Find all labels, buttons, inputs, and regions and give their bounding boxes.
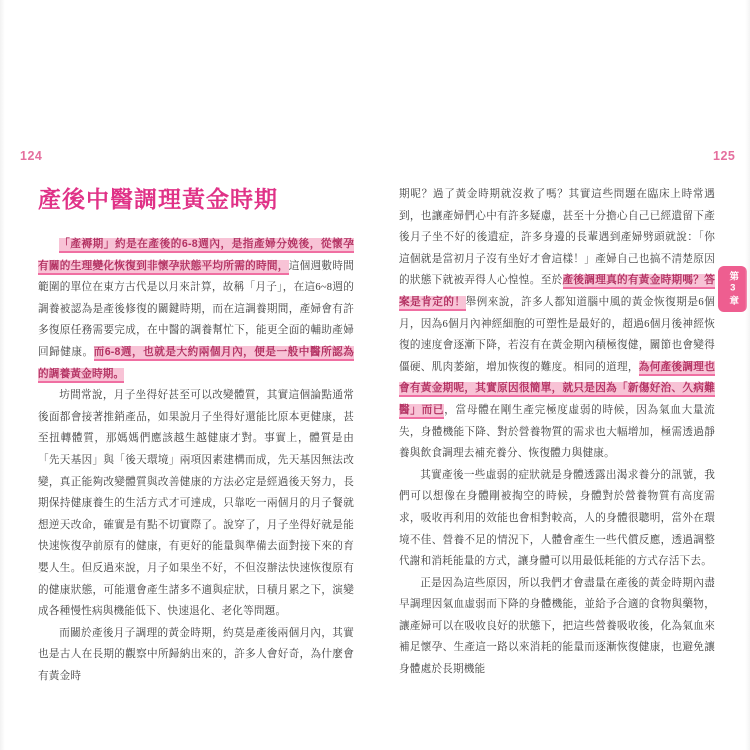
body-text: 期呢？過了黃金時期就沒救了嗎？其實這些問題在臨床上時常遇到，也讓產婦們心中有許多疑慮，甚至十分擔心自己已經遺留下產後月子坐不好的後遺症，許多身邊的長輩遇到產婦劈頭就說：「你這個就是當初月子沒有坐好才會這樣！」產婦自己也搞不清楚原因的狀態下就被弄得人心惶惶。至於 <box>399 189 715 287</box>
page-number-left: 124 <box>20 149 43 163</box>
left-text-column <box>38 234 354 687</box>
paragraph <box>399 465 715 573</box>
highlighted-text: 而6-8週，也就是大約兩個月內，便是一般中醫所認為的調養黃金時期。 <box>38 346 354 383</box>
body-text: ，當母體在剛生產完極度虛弱的時候，因為氣血大量流失，身體機能下降、對於營養物質的需求也大幅增加，極需透過靜養與飲食調理去補充養分、恢復體力與健康。 <box>399 404 715 460</box>
paragraph <box>399 184 715 465</box>
body-text: 坊間常說，月子坐得好甚至可以改變體質，其實這個論點通常後面都會接著推銷產品，如果說月子坐得好還能比原本更健康，甚至扭轉體質，那媽媽們應該越生越健康才對。事實上，體質是由「先天基因」與「後天環境」兩項因素建構而成，先天基因無法改變，真正能夠改變體質與改善健康的方法必定是經過後天努力，長期保持健康養生的生活方式才可達成，只靠吃一兩個月的月子餐就想逆天改命，確實是有點不切實際了。說穿了，月子坐得好就是能快速恢復孕前原有的健康，有更好的能量與準備去面對接下來的育嬰人生。但反過來說，月子如果坐不好，不但沒辦法快速恢復原有的健康狀態，可能還會產生諸多不適與症狀，日積月累之下，演變成各種慢性病與機能低下、快速退化、老化等問題。 <box>38 390 354 618</box>
paragraph <box>38 385 354 623</box>
paragraph <box>399 573 715 681</box>
body-text: 舉例來說，許多人都知道腦中風的黃金恢復期是6個月，因為6個月內神經細胞的可塑性是最好的，超過6個月後神經恢復的速度會逐漸下降，若沒有在黃金期內積極復健，關節也會變得僵硬、肌肉萎縮，增加恢復的難度。相同的道理， <box>399 296 715 373</box>
highlighted-text: 「產褥期」約是在產後的6-8週內，是指產婦分娩後，從懷孕有關的生理變化恢復到非懷孕狀態平均所需的時間， <box>38 238 354 275</box>
paragraph <box>38 234 354 385</box>
chapter-tab <box>718 266 747 312</box>
body-text: 而關於產後月子調理的黃金時期，約莫是產後兩個月內，其實也是古人在長期的觀察中所歸納出來的，許多人會好奇，為什麼會有黃金時 <box>38 627 354 682</box>
body-text: 正是因為這些原因，所以我們才會盡量在產後的黃金時期內盡早調理因氣血虛弱而下降的身體機能，並給予合適的食物與藥物，讓產婦可以在吸收良好的狀態下，把這些營養吸收後，化為氣血來補足懷孕、生產這一路以來消耗的能量而逐漸恢復健康，也避免讓身體處於長期機能 <box>399 577 715 676</box>
body-text: 這個週數時間範圍的單位在東方古代是以月來計算，故稱「月子」，在這6~8週的調養被認為是產後修復的關鍵時期，而在這調養期間，產婦會有許多復原任務需要完成，在中醫的調養幫忙下，能更全面的輔助產婦回歸健康。 <box>38 260 354 358</box>
highlighted-text: 產後調理真的有黃金時期嗎？答案是肯定的！ <box>399 274 715 311</box>
highlighted-text: 為何產後調理也會有黃金期呢，其實原因很簡單，就只是因為「新傷好治、久病難醫」而已 <box>399 361 715 419</box>
page-number-right: 125 <box>713 149 736 163</box>
right-text-column <box>399 184 715 681</box>
paragraph <box>38 623 354 688</box>
section-title: 產後中醫調理黃金時期 <box>38 186 278 212</box>
chapter-tab-label: 第3章 <box>727 271 739 307</box>
body-text: 其實產後一些虛弱的症狀就是身體透露出渴求養分的訊號，我們可以想像在身體剛被掏空的時候，身體對於營養物質有高度需求，吸收再利用的效能也會相對較高，人的身體很聰明，當外在環境不佳、營養不足的情況下，人體會產生一些代償反應，透過調整代謝和消耗能量的方式，讓身體可以用最低耗能的方式存活下去。 <box>399 469 715 568</box>
